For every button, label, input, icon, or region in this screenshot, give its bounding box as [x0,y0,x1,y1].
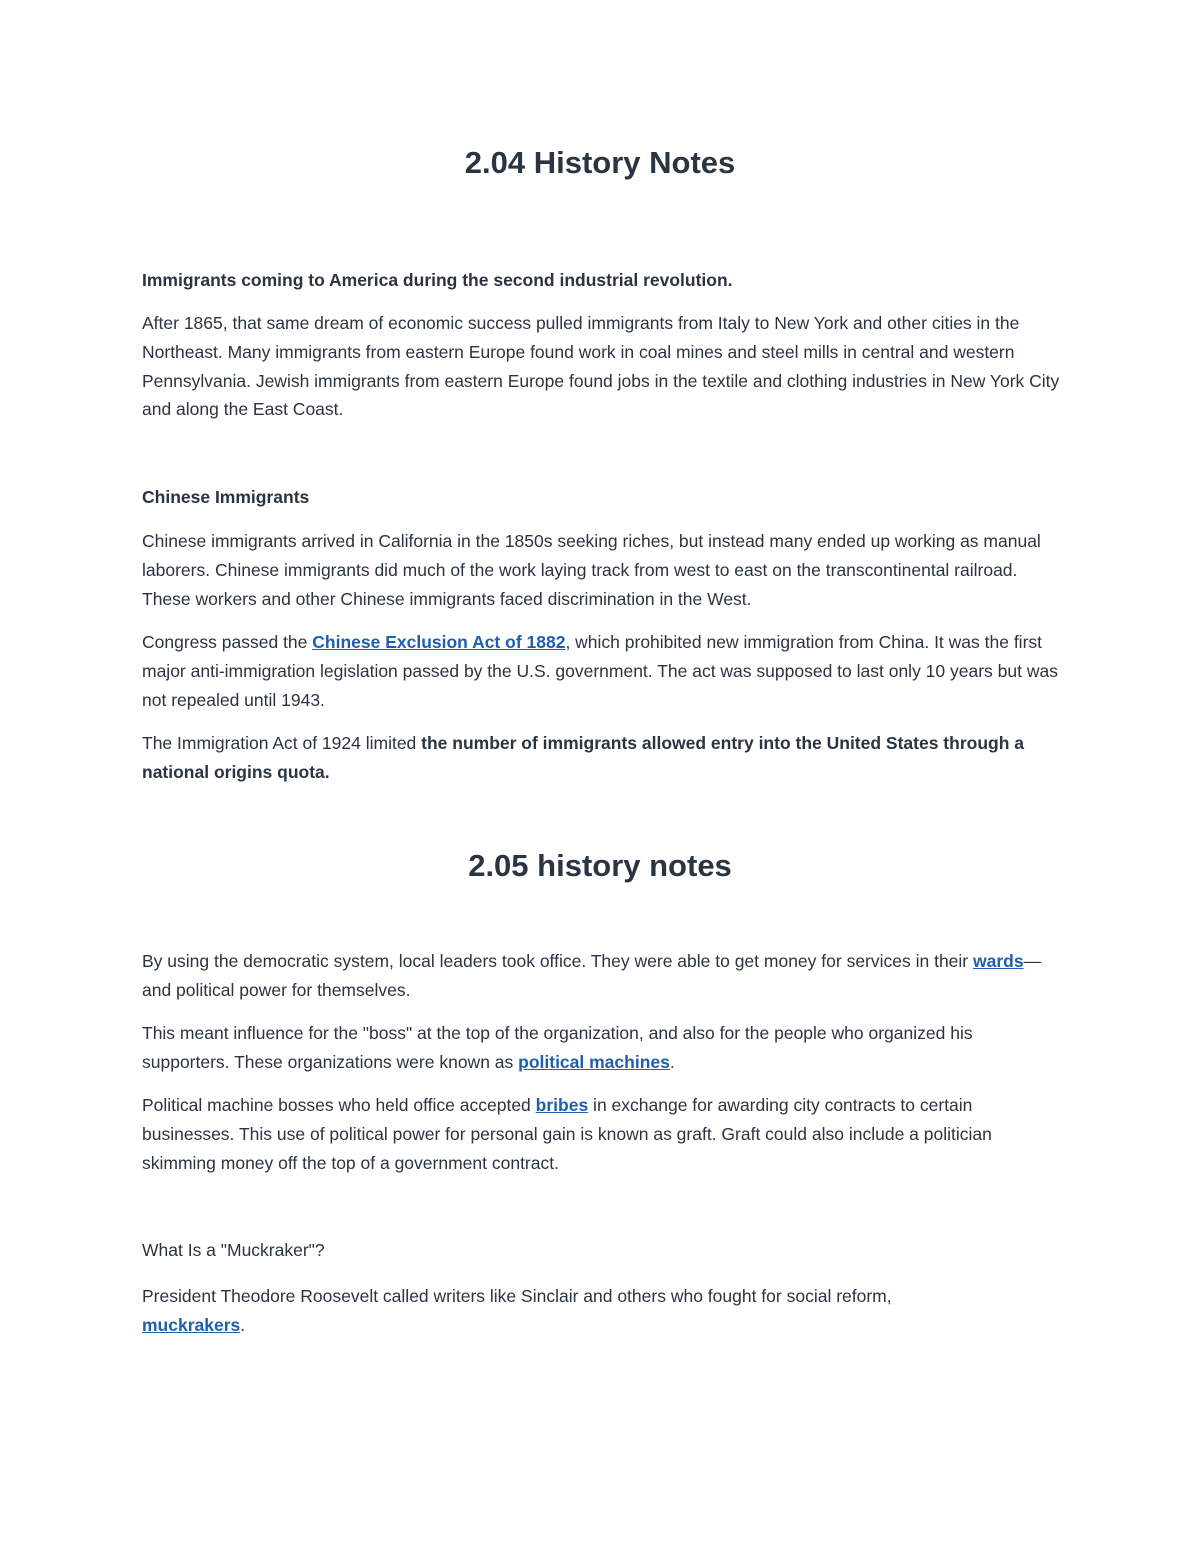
chinese-immigrants-heading: Chinese Immigrants [142,487,310,507]
boss-influence-text-after: . [669,1051,675,1072]
exclusion-act-text-before: Congress passed the [142,632,313,652]
graft-text-after: in exchange for awarding city contracts to certain businesses. This use of political power for personal gain is known as graft. Graft could also include a politician skimming money off the top of a government contract. [142,1095,992,1173]
immigration-act-text-bold: the number of immigrants allowed entry into the United States through a national origins quota. [142,733,1024,782]
immigrants-paragraph: After 1865, that same dream of economic success pulled immigrants from Italy to New York and other cities in the Northeast. Many immigrants from eastern Europe found work in coal mines and steel mills in central and western Pennsylvania. Jewish immigrants from eastern Europe found jobs in the textile and clothing industries in New York City and along the East Coast. [142,313,1060,420]
muckrakers-link[interactable]: muckrakers [142,1314,241,1335]
muckraker-paragraph [142,1282,932,1340]
wards-link[interactable]: wards [973,951,1024,971]
immigrants-subheading: Immigrants coming to America during the second industrial revolution. [142,270,733,290]
boss-influence-text-before: This meant influence for the "boss" at the top of the organization, and also for the people who organized his supporters. These organizations were known as [142,1023,973,1072]
graft-paragraph [142,1091,1062,1177]
local-leaders-text-after: —and political power for themselves. [142,951,1042,1000]
immigration-act-text-plain: The Immigration Act of 1924 limited [142,733,422,753]
section-205-title: 2.05 history notes [468,848,732,883]
chinese-exclusion-act-link[interactable]: Chinese Exclusion Act of 1882 [312,632,566,652]
bribes-link[interactable]: bribes [535,1095,589,1115]
graft-text-before: Political machine bosses who held office accepted [142,1095,536,1115]
boss-influence-paragraph [142,1019,1062,1077]
chinese-immigrants-paragraph: Chinese immigrants arrived in California in the 1850s seeking riches, but instead many ended up working as manual laborers. Chinese immigrants did much of the work laying track from west to east on the transcontinental railroad. These workers and other Chinese immigrants faced discrimination in the West. [142,531,1041,609]
muckraker-text-before: President Theodore Roosevelt called writers like Sinclair and others who fought for social reform, [142,1286,892,1306]
immigration-act-1924-paragraph [142,729,1062,787]
section-204-title: 2.04 History Notes [464,145,736,180]
local-leaders-text-before: By using the democratic system, local leaders took office. They were able to get money for services in their [142,951,973,971]
exclusion-act-paragraph [142,628,1062,714]
exclusion-act-text-after: , which prohibited new immigration from China. It was the first major anti-immigration legislation passed by the U.S. government. The act was supposed to last only 10 years but was not repealed until 1943. [142,632,1058,710]
political-machines-link[interactable]: political machines [518,1051,670,1072]
muckraker-text-after: . [240,1314,246,1335]
muckraker-question: What Is a "Muckraker"? [142,1240,325,1260]
local-leaders-paragraph [142,947,1062,1005]
